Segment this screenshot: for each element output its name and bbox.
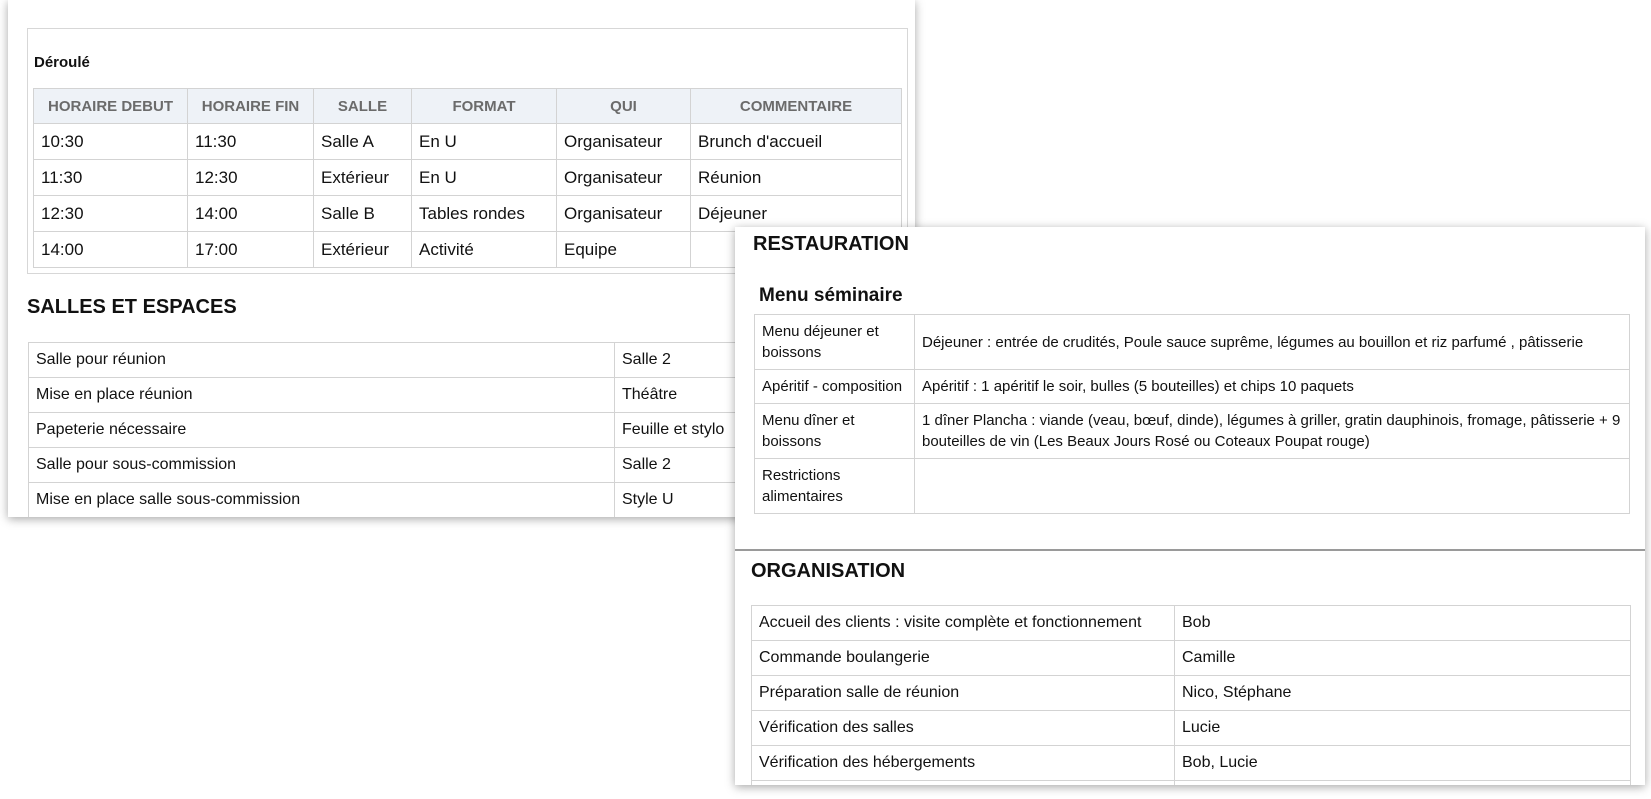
cell-horaire-fin: 12:30 <box>188 160 314 196</box>
table-row <box>752 676 1631 711</box>
menu-value: 1 dîner Plancha : viande (veau, bœuf, dinde), légumes à griller, gratin dauphinois, fromage, pâtisserie + 9 bouteilles de vin (Les Beaux Jours Rosé ou Coteaux Poupat rouge) <box>915 404 1630 459</box>
task-label <box>752 781 1175 786</box>
cell-salle: Salle B <box>314 196 412 232</box>
organisation-title: ORGANISATION <box>751 560 906 582</box>
menu-value <box>915 459 1630 514</box>
salles-title: SALLES ET ESPACES <box>27 296 237 318</box>
cell-commentaire: Brunch d'accueil <box>691 124 902 160</box>
task-label: Vérification des hébergements <box>752 746 1175 781</box>
header-horaire-debut: HORAIRE DEBUT <box>34 89 188 124</box>
salle-label: Mise en place réunion <box>29 378 615 413</box>
cell-commentaire: Réunion <box>691 160 902 196</box>
menu-label: Menu dîner et boissons <box>755 404 915 459</box>
table-row <box>34 160 902 196</box>
table-row <box>752 746 1631 781</box>
task-assignee: Bob <box>1175 606 1631 641</box>
cell-salle: Salle A <box>314 124 412 160</box>
restauration-table <box>754 314 1630 514</box>
header-commentaire: COMMENTAIRE <box>691 89 902 124</box>
salle-label: Salle pour réunion <box>29 343 615 378</box>
cell-commentaire: Déjeuner <box>691 196 902 232</box>
header-salle: SALLE <box>314 89 412 124</box>
cell-horaire-debut: 14:00 <box>34 232 188 268</box>
menu-label: Menu déjeuner et boissons <box>755 315 915 370</box>
task-assignee: Lucie <box>1175 711 1631 746</box>
cell-horaire-fin: 14:00 <box>188 196 314 232</box>
cell-format: Activité <box>412 232 557 268</box>
salle-value: Style U <box>615 483 915 518</box>
restauration-title: RESTAURATION <box>753 233 909 255</box>
task-label: Accueil des clients : visite complète et fonctionnement <box>752 606 1175 641</box>
table-row <box>755 315 1630 370</box>
task-label: Commande boulangerie <box>752 641 1175 676</box>
cell-qui: Organisateur <box>557 196 691 232</box>
cell-format: En U <box>412 160 557 196</box>
cell-qui: Organisateur <box>557 124 691 160</box>
task-label: Préparation salle de réunion <box>752 676 1175 711</box>
table-row <box>752 781 1631 786</box>
salle-label: Papeterie nécessaire <box>29 413 615 448</box>
menu-seminaire-title: Menu séminaire <box>759 285 903 306</box>
header-horaire-fin: HORAIRE FIN <box>188 89 314 124</box>
salle-value: Théâtre <box>615 378 915 413</box>
cell-salle: Extérieur <box>314 232 412 268</box>
cell-horaire-fin: 11:30 <box>188 124 314 160</box>
cell-format: Tables rondes <box>412 196 557 232</box>
salle-label: Salle pour sous-commission <box>29 448 615 483</box>
table-row <box>755 404 1630 459</box>
salle-value: Salle 2 <box>615 343 915 378</box>
task-label: Vérification des salles <box>752 711 1175 746</box>
header-qui: QUI <box>557 89 691 124</box>
cell-horaire-debut: 12:30 <box>34 196 188 232</box>
menu-value: Apéritif : 1 apéritif le soir, bulles (5 bouteilles) et chips 10 paquets <box>915 370 1630 404</box>
table-row <box>755 459 1630 514</box>
section-divider <box>735 549 1645 551</box>
salle-value: Salle 2 <box>615 448 915 483</box>
task-assignee <box>1175 781 1631 786</box>
salle-value: Feuille et stylo <box>615 413 915 448</box>
cell-qui: Equipe <box>557 232 691 268</box>
task-assignee: Bob, Lucie <box>1175 746 1631 781</box>
header-format: FORMAT <box>412 89 557 124</box>
table-row <box>752 606 1631 641</box>
cell-horaire-debut: 11:30 <box>34 160 188 196</box>
table-row <box>34 124 902 160</box>
cell-horaire-debut: 10:30 <box>34 124 188 160</box>
salle-label: Mise en place salle sous-commission <box>29 483 615 518</box>
menu-value: Déjeuner : entrée de crudités, Poule sauce suprême, légumes au bouillon et riz parfumé , pâtisserie <box>915 315 1630 370</box>
task-assignee: Nico, Stéphane <box>1175 676 1631 711</box>
cell-horaire-fin: 17:00 <box>188 232 314 268</box>
deroule-title: Déroulé <box>34 54 90 71</box>
menu-label: Apéritif - composition <box>755 370 915 404</box>
table-row <box>752 641 1631 676</box>
cell-qui: Organisateur <box>557 160 691 196</box>
cell-salle: Extérieur <box>314 160 412 196</box>
cell-format: En U <box>412 124 557 160</box>
task-assignee: Camille <box>1175 641 1631 676</box>
deroule-header-row <box>34 89 902 124</box>
menu-label: Restrictions alimentaires <box>755 459 915 514</box>
table-row <box>752 711 1631 746</box>
table-row <box>755 370 1630 404</box>
planning-document-front <box>735 227 1645 785</box>
organisation-table <box>751 605 1631 785</box>
